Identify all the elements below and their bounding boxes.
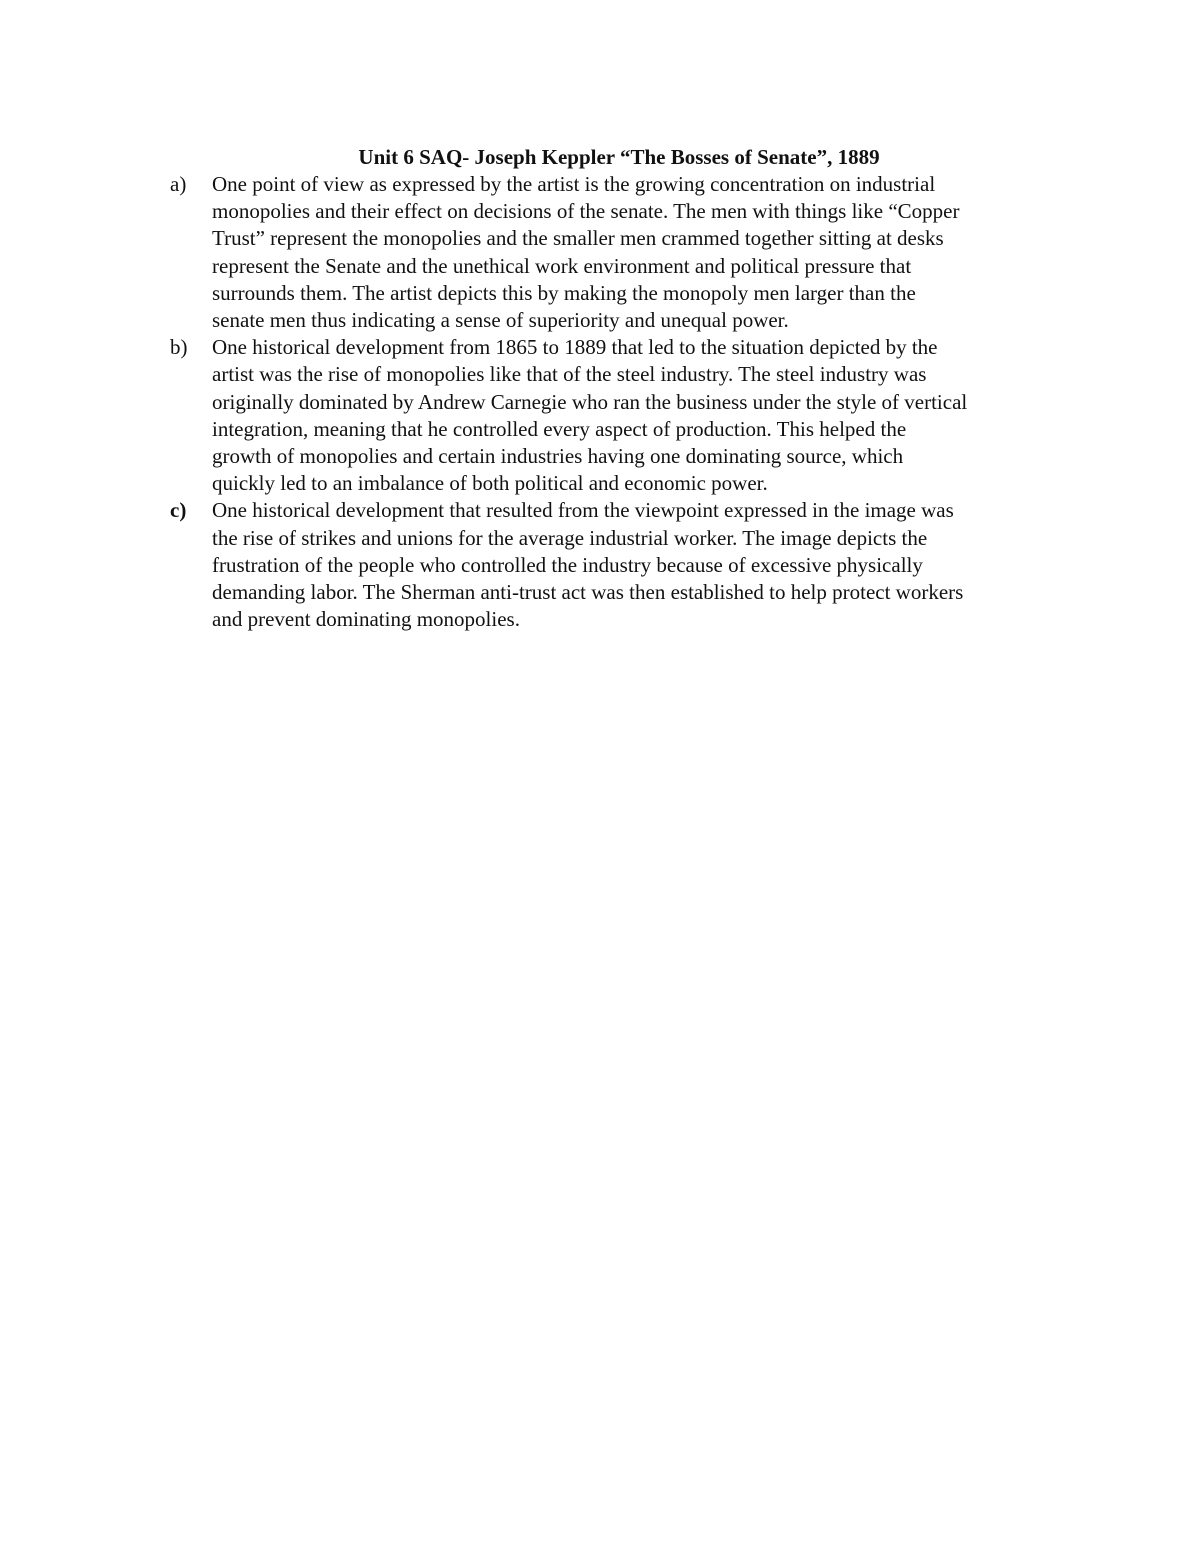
answer-line: artist was the rise of monopolies like that of the steel industry. The steel industry was — [212, 362, 927, 387]
answer-line: originally dominated by Andrew Carnegie who ran the business under the style of vertical — [212, 389, 968, 414]
answer-line: senate men thus indicating a sense of superiority and unequal power. — [212, 308, 789, 333]
answer-line: surrounds them. The artist depicts this by making the monopoly men larger than the — [212, 280, 916, 305]
answer-line: represent the Senate and the unethical work environment and political pressure that — [212, 253, 912, 278]
answer-label: a) — [170, 172, 187, 196]
answer-line: the rise of strikes and unions for the average industrial worker. The image depicts the — [212, 525, 928, 550]
answer-list — [170, 171, 1070, 633]
answer-line: demanding labor. The Sherman anti-trust act was then established to help protect workers — [212, 580, 964, 605]
answer-c — [170, 497, 1070, 633]
answer-line: One historical development from 1865 to 1889 that led to the situation depicted by the — [212, 335, 938, 360]
answer-line: and prevent dominating monopolies. — [212, 607, 520, 632]
answer-line: integration, meaning that he controlled every aspect of production. This helped the — [212, 416, 907, 441]
answer-label: b) — [170, 335, 188, 360]
answer-line: monopolies and their effect on decisions of the senate. The men with things like “Copper — [212, 199, 960, 224]
answer-line: growth of monopolies and certain industries having one dominating source, which — [212, 444, 904, 469]
answer-line: One point of view as expressed by the artist is the growing concentration on industrial — [212, 172, 936, 196]
answer-b — [170, 334, 1070, 497]
answer-line: quickly led to an imbalance of both political and economic power. — [212, 471, 768, 496]
answer-text — [212, 497, 1070, 633]
answer-line: frustration of the people who controlled the industry because of excessive physically — [212, 552, 923, 577]
answer-text — [212, 171, 1070, 334]
answer-line: Trust” represent the monopolies and the smaller men crammed together sitting at desks — [212, 226, 944, 251]
answer-a — [170, 171, 1070, 334]
answer-text — [212, 334, 1070, 497]
answer-label: c) — [170, 498, 187, 523]
document-title: Unit 6 SAQ- Joseph Keppler “The Bosses of Senate”, 1889 — [358, 145, 880, 169]
answer-line: One historical development that resulted from the viewpoint expressed in the image was — [212, 498, 954, 523]
